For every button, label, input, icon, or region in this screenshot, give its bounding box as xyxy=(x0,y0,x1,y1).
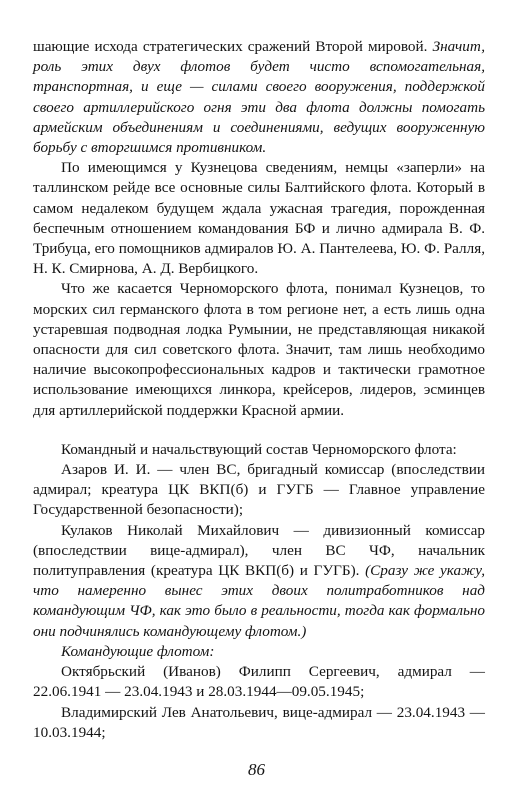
page-text xyxy=(33,37,485,743)
page-number: 86 xyxy=(248,760,265,779)
paragraph-8-text: Октябрьский (Иванов) Филипп Сергеевич, адмирал — 22.06.1941 — 23.04.1943 и 28.03.1944—09.05.1945; xyxy=(33,663,485,701)
paragraph-1 xyxy=(33,37,485,158)
paragraph-7-italic: Командующие флотом: xyxy=(61,642,215,660)
paragraph-1-text: шающие исхода стратегических сражений Второй мировой. xyxy=(33,38,428,55)
paragraph-9 xyxy=(33,703,485,743)
paragraph-5 xyxy=(33,460,485,521)
paragraph-4-text: Командный и начальствующий состав Черноморского флота: xyxy=(61,440,457,458)
paragraph-6 xyxy=(33,521,485,642)
paragraph-7 xyxy=(33,642,485,662)
paragraph-6-text: Кулаков Николай Михайлович — дивизионный комиссар (впоследствии вице-адмирал), член ВС ЧФ, начальник политуправления (креатура ЦК ВКП(б) и ГУГБ). xyxy=(33,521,485,580)
paragraph-1-italic: Значит, роль этих двух флотов будет чисто вспомогательная, транспортная, и еще — силами своего вооружения, поддержкой своего артиллерийского огня эти два флота должны помогать армейским объединениям и соединениями, ведущих вооруженную борьбу с вторгшимся противником. xyxy=(33,38,485,157)
paragraph-9-text: Владимирский Лев Анатольевич, вице-адмирал — 23.04.1943 — 10.03.1944; xyxy=(33,703,485,741)
paragraph-2 xyxy=(33,158,485,279)
paragraph-3-text: Что же касается Черноморского флота, понимал Кузнецов, то морских сил германского флота в том регионе нет, а есть лишь одна устаревшая подводная лодка Румынии, не представляющая никакой опасности для сил советского флота. Значит, там лишь необходимо наличие высокопрофессиональных кадров и тактически грамотное использование имеющихся линкора, крейсеров, лидеров, эсминцев для артиллерийской поддержки Красной армии. xyxy=(33,280,485,419)
paragraph-6-italic: (Сразу же укажу, что намеренно вынес этих двоих политработников над командующим ЧФ, как это было в реальности, тогда как формально они подчинялись командующему флотом.) xyxy=(33,562,486,640)
paragraph-5-text: Азаров И. И. — член ВС, бригадный комиссар (впоследствии адмирал; креатура ЦК ВКП(б) и ГУГБ — Главное управление Государственной безопасности); xyxy=(33,461,485,519)
paragraph-2-text: По имеющимся у Кузнецова сведениям, немцы «заперли» на таллинском рейде все основные силы Балтийского флота. Который в самом недалеком будущем ждала ужасная трагедия, порожденная беспечным отношением командования БФ и лично адмирала В. Ф. Трибуца, его помощников адмиралов Ю. А. Пантелеева, Ю. Ф. Ралля, Н. К. Смирнова, А. Д. Вербицкого. xyxy=(33,159,485,278)
paragraph-3 xyxy=(33,279,485,420)
paragraph-4 xyxy=(33,440,485,460)
paragraph-8 xyxy=(33,662,485,702)
